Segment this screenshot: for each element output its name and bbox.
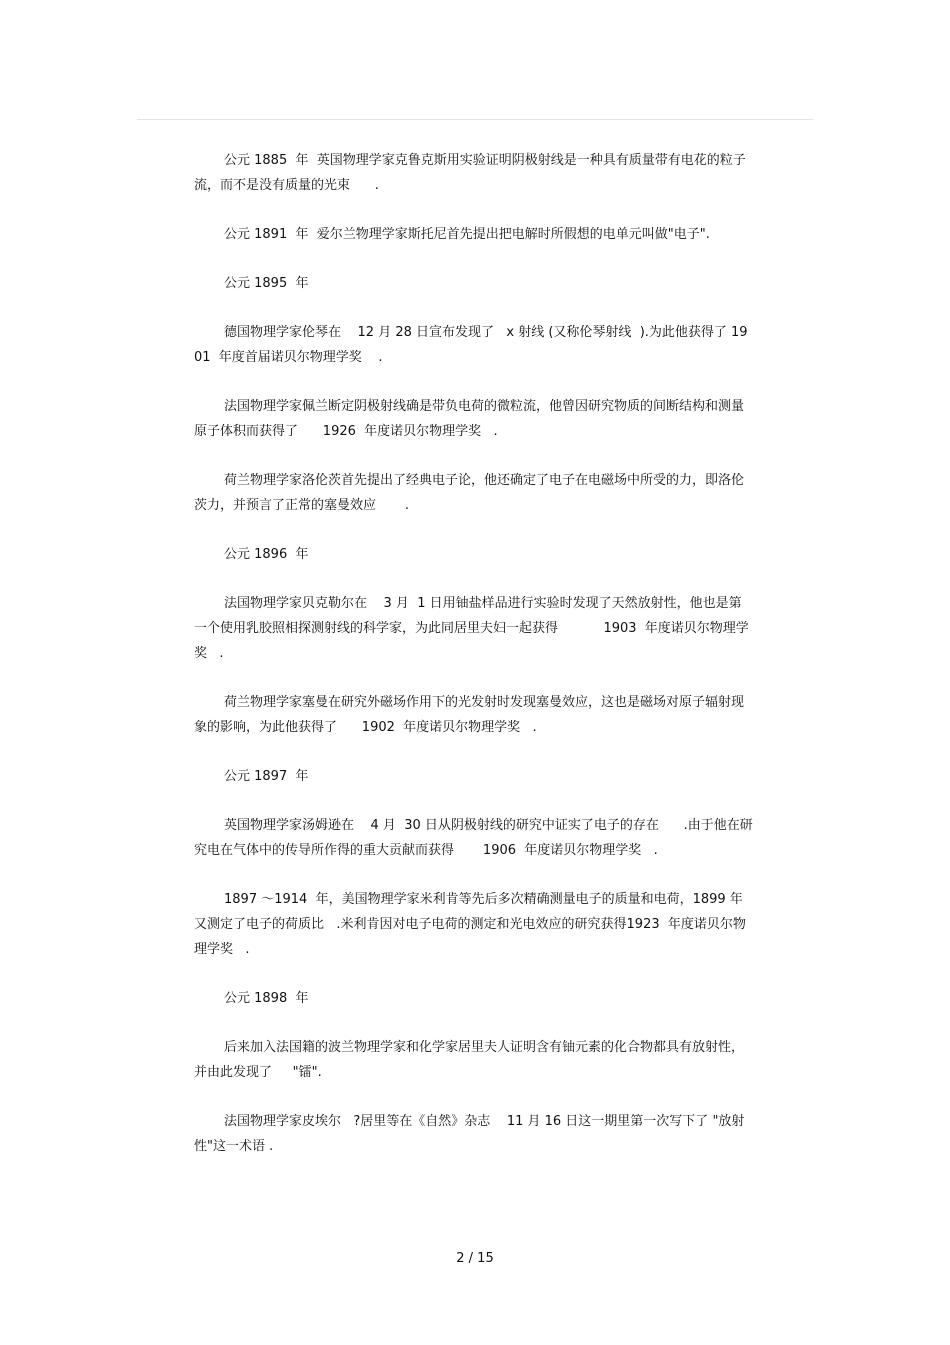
document-body — [194, 148, 754, 1183]
paragraph-pierre-curie: 法国物理学家皮埃尔 ?居里等在《自然》杂志 11 月 16 日这一期里第一次写下了 "放射性"这一术语 . — [194, 1114, 745, 1154]
page-number: 2 / 15 — [456, 1251, 494, 1266]
paragraph-perrin: 法国物理学家佩兰断定阴极射线确是带负电荷的微粒流，他曾因研究物质的间断结构和测量原子体积而获得了 1926 年度诺贝尔物理学奖 . — [194, 399, 745, 439]
paragraph-roentgen: 德国物理学家伦琴在 12 月 28 日宣布发现了 x 射线 (又称伦琴射线 ).为此他获得了 1901 年度首届诺贝尔物理学奖 . — [194, 325, 748, 365]
year-heading-1898: 公元 1898 年 — [224, 991, 309, 1006]
paragraph-millikan: 1897 ～1914 年，美国物理学家米利肯等先后多次精确测量电子的质量和电荷，1899 年又测定了电子的荷质比 .米利肯因对电子电荷的测定和光电效应的研究获得1923 年度诺贝尔物理学奖 . — [194, 892, 746, 957]
paragraph-becquerel: 法国物理学家贝克勒尔在 3 月 1 日用铀盐样品进行实验时发现了天然放射性，他也是第一个使用乳胶照相探测射线的科学家，为此同居里夫妇一起获得 1903 年度诺贝尔物理学奖 . — [194, 596, 749, 661]
year-heading-1897: 公元 1897 年 — [224, 769, 309, 784]
paragraph-lorentz: 荷兰物理学家洛伦茨首先提出了经典电子论，他还确定了电子在电磁场中所受的力，即洛伦茨力，并预言了正常的塞曼效应 . — [194, 473, 745, 513]
paragraph-curie: 后来加入法国籍的波兰物理学家和化学家居里夫人证明含有铀元素的化合物都具有放射性，并由此发现了 "镭". — [194, 1040, 745, 1080]
paragraph-1885: 公元 1885 年 英国物理学家克鲁克斯用实验证明阴极射线是一种具有质量带有电花的粒子流，而不是没有质量的光束 . — [194, 153, 746, 193]
paragraph-thomson: 英国物理学家汤姆逊在 4 月 30 日从阴极射线的研究中证实了电子的存在 .由于他在研究电在气体中的传导所作得的重大贡献而获得 1906 年度诺贝尔物理学奖 . — [194, 818, 753, 858]
year-heading-1895: 公元 1895 年 — [224, 276, 309, 291]
header-rule — [137, 119, 813, 120]
paragraph-zeeman: 荷兰物理学家塞曼在研究外磁场作用下的光发射时发现塞曼效应，这也是磁场对原子辐射现象的影响，为此他获得了 1902 年度诺贝尔物理学奖 . — [194, 695, 745, 735]
paragraph-1891: 公元 1891 年 爱尔兰物理学家斯托尼首先提出把电解时所假想的电单元叫做"电子". — [224, 227, 710, 242]
year-heading-1896: 公元 1896 年 — [224, 547, 309, 562]
